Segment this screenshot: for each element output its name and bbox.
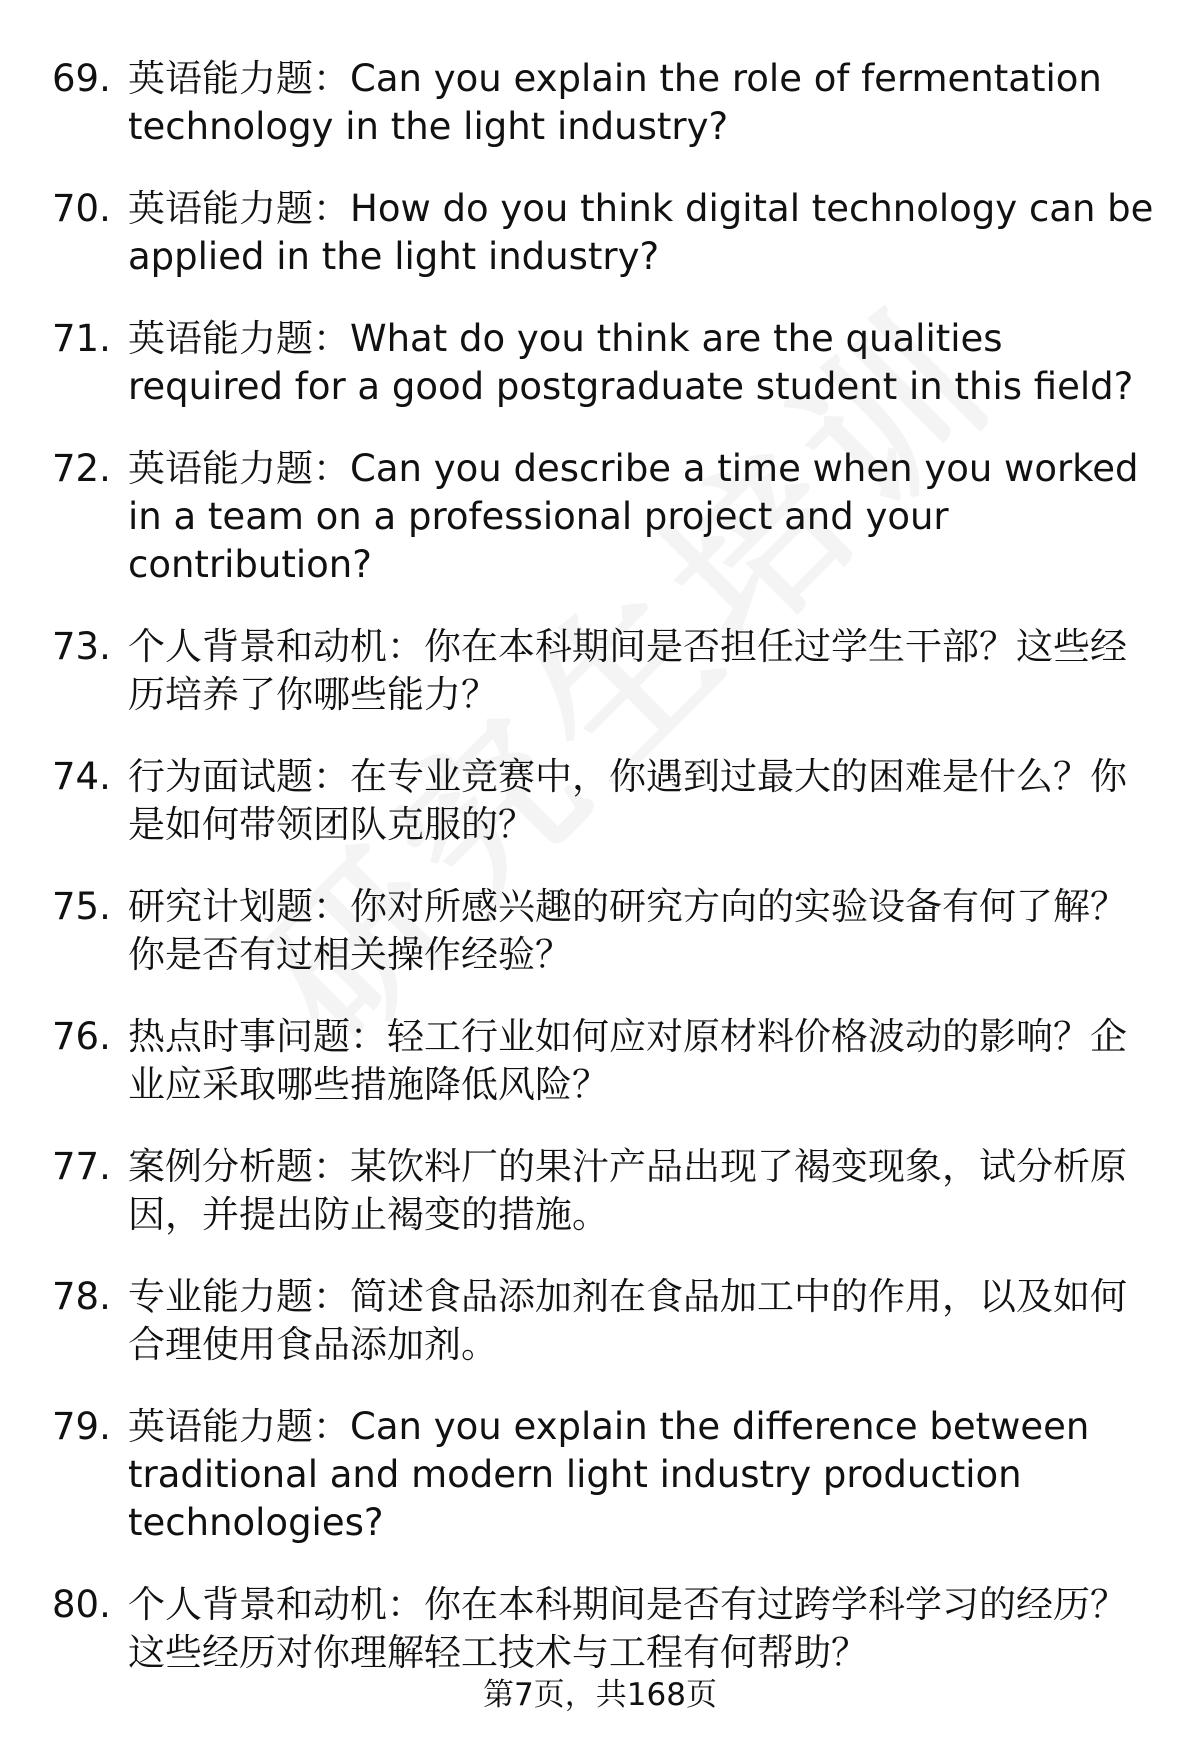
question-item: [0, 883, 1200, 979]
question-text: 英语能力题：How do you think digital technology can be applied in the light industry?: [128, 187, 1154, 278]
question-text: 研究计划题：你对所感兴趣的研究方向的实验设备有何了解？你是否有过相关操作经验？: [128, 885, 1127, 976]
question-number: 75.: [52, 885, 111, 928]
question-item: [0, 753, 1200, 849]
question-text: 专业能力题：简述食品添加剂在食品加工中的作用，以及如何合理使用食品添加剂。: [128, 1275, 1127, 1366]
question-text: 英语能力题：What do you think are the qualities required for a good postgraduate student in this field?: [128, 317, 1134, 408]
question-item: [0, 623, 1200, 719]
question-number: 78.: [52, 1275, 111, 1318]
question-number: 76.: [52, 1015, 111, 1058]
question-item: [0, 185, 1200, 281]
question-text: 案例分析题：某饮料厂的果汁产品出现了褐变现象，试分析原因，并提出防止褐变的措施。: [128, 1145, 1127, 1236]
question-item: [0, 1403, 1200, 1547]
question-text: 个人背景和动机：你在本科期间是否有过跨学科学习的经历？这些经历对你理解轻工技术与工程有何帮助？: [128, 1583, 1127, 1674]
question-number: 74.: [52, 755, 111, 798]
question-item: [0, 1581, 1200, 1677]
question-number: 77.: [52, 1145, 111, 1188]
question-text: 英语能力题：Can you describe a time when you worked in a team on a professional project and your contribution?: [128, 447, 1139, 586]
question-text: 个人背景和动机：你在本科期间是否担任过学生干部？这些经历培养了你哪些能力？: [128, 625, 1127, 716]
question-text: 英语能力题：Can you explain the difference between traditional and modern light industry production technologies?: [128, 1405, 1090, 1544]
question-item: [0, 445, 1200, 589]
question-number: 80.: [52, 1583, 111, 1626]
question-item: [0, 315, 1200, 411]
question-number: 79.: [52, 1405, 111, 1448]
question-item: [0, 1013, 1200, 1109]
question-text: 英语能力题：Can you explain the role of fermentation technology in the light industry?: [128, 57, 1102, 148]
question-list: [0, 55, 1200, 1711]
question-item: [0, 1143, 1200, 1239]
question-text: 行为面试题：在专业竞赛中，你遇到过最大的困难是什么？你是如何带领团队克服的？: [128, 755, 1127, 846]
question-text: 热点时事问题：轻工行业如何应对原材料价格波动的影响？企业应采取哪些措施降低风险？: [128, 1015, 1127, 1106]
question-number: 69.: [52, 57, 111, 100]
question-number: 70.: [52, 187, 111, 230]
question-number: 72.: [52, 447, 111, 490]
question-item: [0, 55, 1200, 151]
question-item: [0, 1273, 1200, 1369]
question-number: 73.: [52, 625, 111, 668]
question-number: 71.: [52, 317, 111, 360]
page-number-footer: 第7页，共168页: [483, 1677, 717, 1713]
